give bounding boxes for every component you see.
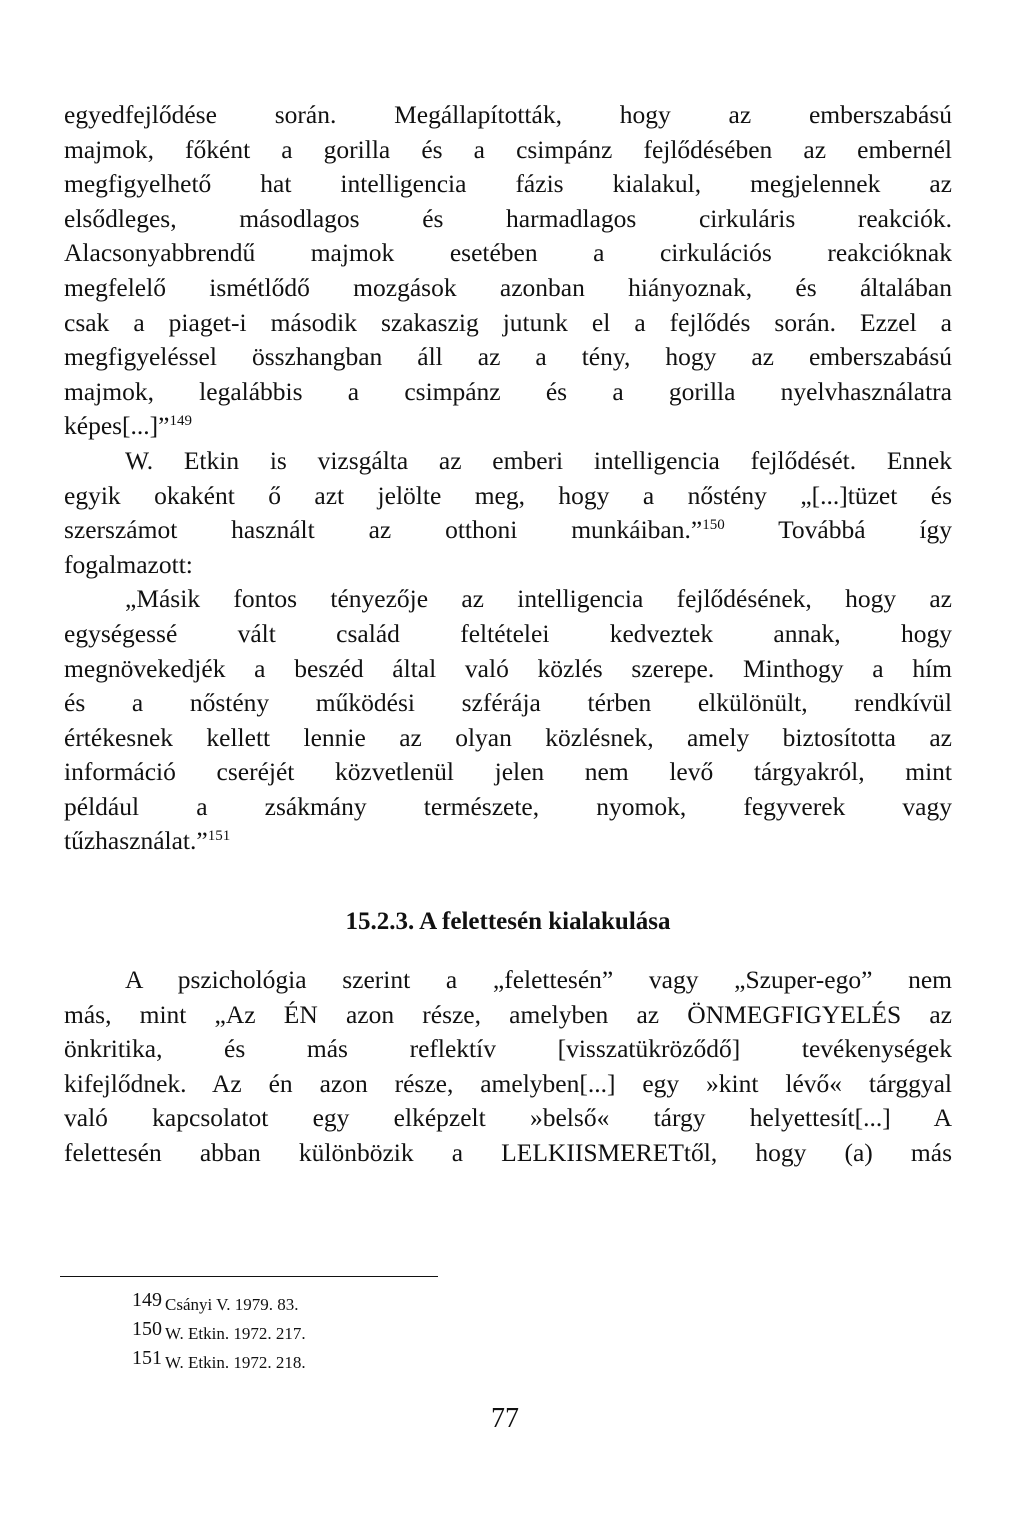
footnote-text: W. Etkin. 1972. 218. [165,1353,306,1372]
body-line: egyik okaként ő azt jelölte meg, hogy a nőstény „[...]tüzet és [64,480,952,510]
quote-line: információ cseréjét közvetlenül jelen nem levő tárgyakról, mint [64,757,952,787]
spacer [64,951,952,963]
footnote-ref[interactable]: 150 [702,517,725,534]
body-line [64,409,952,444]
quote-line: egységessé vált család feltételei kedveztek annak, hogy [64,618,952,648]
footnote-number: 151 [132,1347,162,1369]
section-heading: 15.2.3. A felettesén kialakulása [345,908,671,936]
footnote-number: 150 [132,1318,162,1340]
footnote-text: Csányi V. 1979. 83. [165,1295,299,1314]
body-line: megfigyelhető hat intelligencia fázis kialakul, megjelennek az [64,169,952,199]
body-line: való kapcsolatot egy elképzelt »belső« tárgy helyettesít[...] A [64,1103,952,1133]
body-line: A pszichológia szerint a „felettesén” vagy „Szuper-ego” nem [125,965,952,995]
body-line: csak a piaget-i második szakaszig jutunk el a fejlődés során. Ezzel a [64,307,952,337]
quote-line [64,824,952,859]
body-line: elsődleges, másodlagos és harmadlagos cirkuláris reakciók. [64,203,952,233]
body-line: majmok, legalábbis a csimpánz és a gorilla nyelvhasználatra [64,376,952,406]
quote-line: például a zsákmány természete, nyomok, fegyverek vagy [64,791,952,821]
body-line [64,513,952,548]
quote-line: és a nőstény működési szférája térben elkülönült, rendkívül [64,688,952,718]
body-line: majmok, főként a gorilla és a csimpánz fejlődésében az embernél [64,134,952,164]
quote-line: „Másik fontos tényezője az intelligencia fejlődésének, hogy az [125,584,952,614]
footnote-ref[interactable]: 149 [169,413,192,430]
body-text: tűzhasználat.” [64,826,208,856]
body-text: képes[...]” [64,411,170,441]
body-text: Továbbá így [724,515,952,545]
body-line: megfelelő ismétlődő mozgások azonban hiányoznak, és általában [64,272,952,302]
footnotes [132,1288,306,1375]
body-line: felettesén abban különbözik a LELKIISMERETtől, hogy (a) más [64,1138,952,1168]
quote-line: megnövekedjék a beszéd által való közlés szerepe. Minthogy a hím [64,653,952,683]
quote-line: értékesnek kellett lennie az olyan közlésnek, amely biztosította az [64,722,952,752]
body-line: más, mint „Az ÉN azon része, amelyben az ÖNMEGFIGYELÉS az [64,999,952,1029]
footnote-ref[interactable]: 151 [207,828,231,845]
body-line: egyedfejlődése során. Megállapították, hogy az emberszabású [64,100,952,129]
body-line: Alacsonyabbrendű majmok esetében a cirkulációs reakcióknak [64,238,952,268]
footnote [132,1288,306,1317]
page-body [64,98,952,1171]
body-line: kifejlődnek. Az én azon része, amelyben[...] egy »kint lévő« tárggyal [64,1068,952,1098]
body-line: megfigyeléssel összhangban áll az a tény, hogy az emberszabású [64,342,952,372]
spacer [64,859,952,893]
footnote-text: W. Etkin. 1972. 217. [165,1324,306,1343]
body-line: fogalmazott: [64,549,193,579]
footnote-divider [60,1276,438,1277]
page-number: 77 [491,1403,519,1434]
footnote-number: 149 [132,1289,162,1311]
body-line: W. Etkin is vizsgálta az emberi intelligencia fejlődését. Ennek [125,445,952,475]
footnote [132,1346,306,1375]
footnote [132,1317,306,1346]
body-text: szerszámot használt az otthoni munkáiban.” [64,515,703,545]
body-line: önkritika, és más reflektív [visszatükröződő] tevékenységek [64,1034,952,1064]
